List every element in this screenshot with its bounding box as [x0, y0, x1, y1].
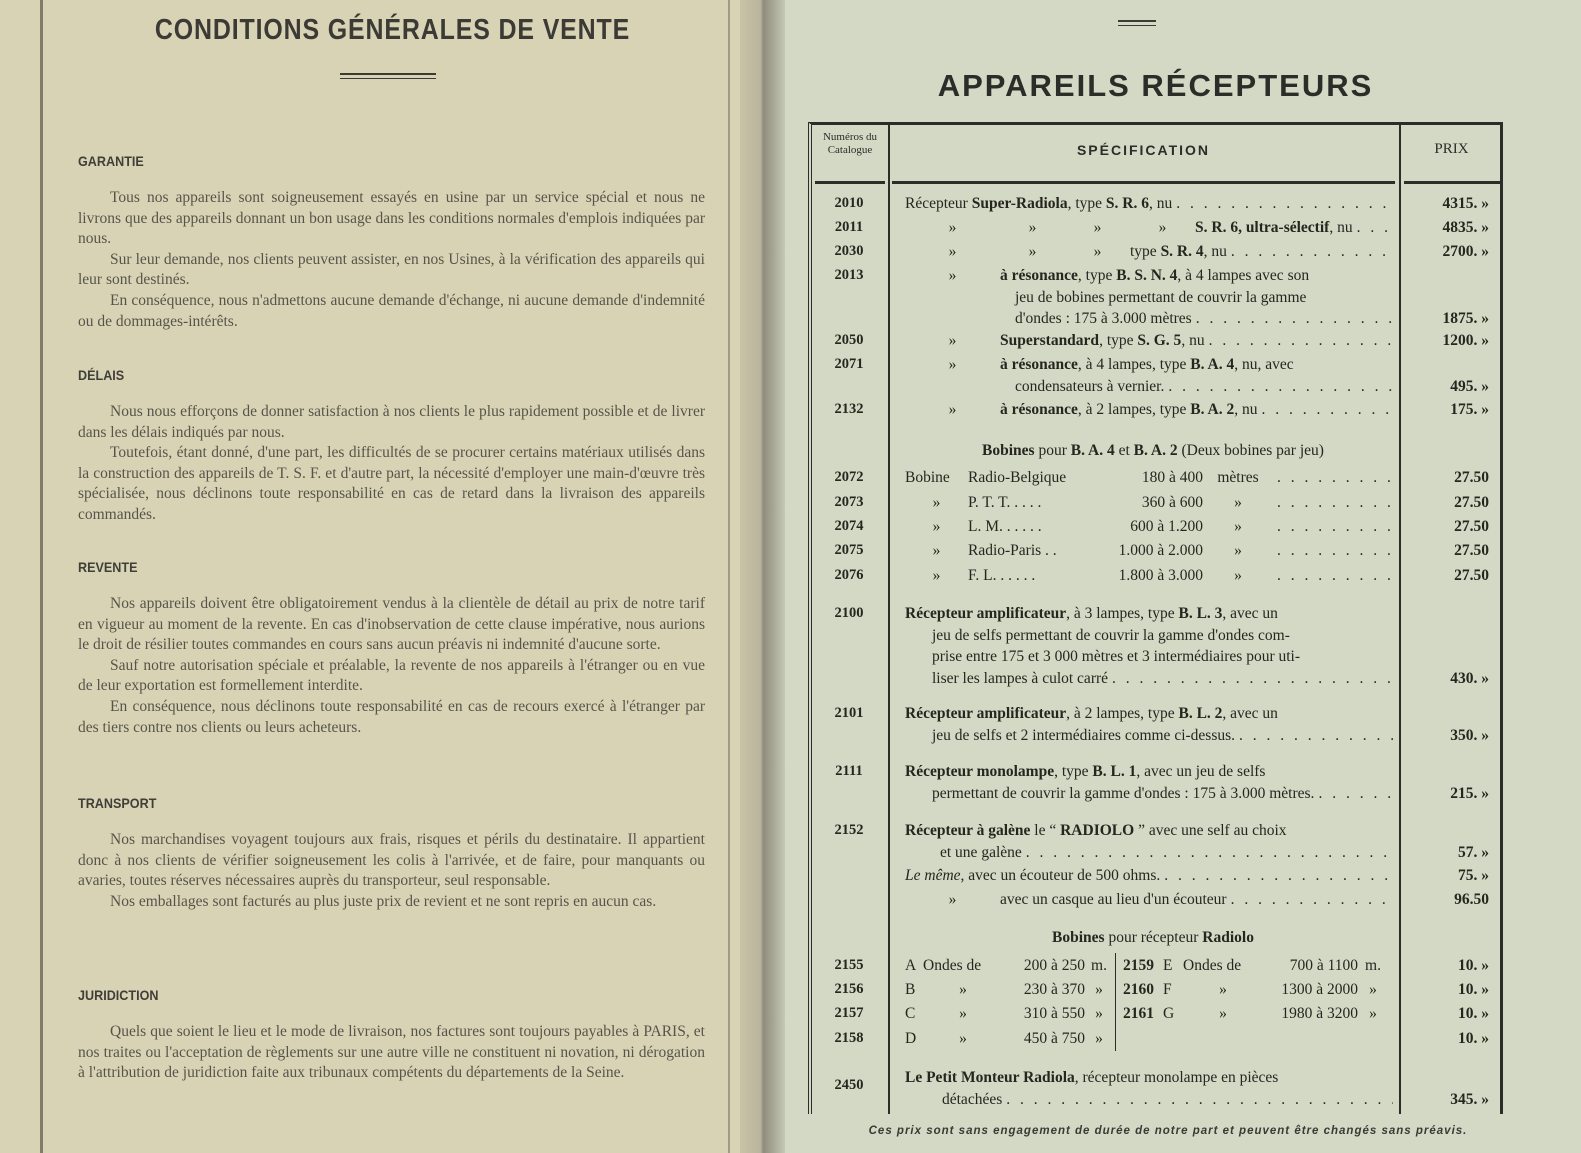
paragraph: Nous nous efforçons de donner satisfaction à nos clients le plus rapidement possible et de livrer dans les délais indiqués par nous. [78, 403, 705, 441]
spec-line [905, 565, 1393, 587]
spec-text: , nu [1203, 243, 1227, 260]
dot-leader [1277, 565, 1393, 587]
spec-text: , récepteur monolampe en pièces [1074, 1069, 1279, 1086]
coil-range: 1300 à 2000 [1281, 981, 1358, 998]
dot-leader [1196, 308, 1393, 330]
spec-text: condensateurs à vernier. [1015, 377, 1165, 395]
catalogue-number: 2013 [834, 267, 864, 283]
coil-range: 700 à 1100 [1289, 957, 1358, 974]
catalogue-number: 2073 [834, 494, 864, 510]
coil-mid: » [959, 981, 967, 998]
catalogue-number: 2101 [834, 705, 864, 721]
catalogue-number: 2071 [834, 356, 864, 372]
ditto-mark: » [1093, 219, 1102, 236]
spec-text: , nu [1181, 332, 1205, 349]
spec-text: , nu [1329, 219, 1353, 236]
coil-unit: » [1234, 567, 1242, 584]
catalogue-number: 2030 [834, 243, 864, 259]
catalogue-number: 2050 [834, 332, 864, 348]
coil-prefix: » [932, 567, 941, 584]
header-rule [1404, 181, 1500, 184]
spec-line [905, 540, 1393, 562]
coil-mid: » [1219, 981, 1227, 998]
spec-text: d'ondes : 175 à 3.000 mètres [1015, 310, 1192, 327]
spec-text: , nu [1148, 195, 1173, 212]
price: 10. » [1458, 957, 1489, 974]
column-header-price: PRIX [1434, 141, 1469, 157]
paragraph: Nos appareils doivent être obligatoirement vendus à la clientèle de détail au prix de notre tarif en vigueur au moment de la revente. En cas d'inobservation de cette clause impérative, nous aurions le droit de résilier toutes commandes en cours sans aucun préavis ni indemnité d'aucune sorte. [78, 595, 705, 654]
price: 10. » [1458, 981, 1489, 998]
paragraph: Quels que soient le lieu et le mode de livraison, nos factures sont toujours payables à PARIS, et nos traites ou l'acceptation de règlements sur une autre ville ne constituent ni novation, ni dérogation à l'attribution de juridiction faite aux tribunaux compétents du départements de la Seine. [78, 1023, 705, 1082]
column-header-number: Numéros du Catalogue [822, 131, 878, 156]
coil-unit: » [1369, 981, 1377, 998]
coil-unit: » [1369, 1005, 1377, 1022]
spec-line [905, 1089, 1393, 1111]
spec-text: S. G. 5 [1137, 332, 1182, 349]
coil-mid: » [959, 1030, 967, 1047]
column-separator [1115, 953, 1116, 978]
price-footnote: Ces prix sont sans engagement de durée de notre part et peuvent être changés sans préavis. [868, 1125, 1468, 1137]
price: 1200. » [1442, 332, 1489, 349]
catalogue-number: 2158 [834, 1030, 864, 1046]
section-heading: GARANTIE [78, 153, 144, 169]
spec-text: B. A. 2 [1190, 401, 1235, 418]
dot-leader [1357, 217, 1393, 239]
dot-leader [1168, 376, 1393, 398]
coil-range: 200 à 250 [1023, 957, 1085, 974]
coil-letter: C [905, 1005, 916, 1022]
price: 10. » [1458, 1005, 1489, 1022]
spec-text: à résonance [1000, 356, 1078, 373]
coil-name: Radio-Belgique [968, 469, 1067, 486]
spec-text: jeu de selfs et 2 intermédiaires comme ci-dessus. [932, 726, 1236, 744]
specification [905, 820, 1393, 863]
paragraph: Sur leur demande, nos clients peuvent assister, en nos Usines, à la vérification des appareils qui leur sont destinés. [78, 250, 705, 289]
section-heading: REVENTE [78, 559, 138, 575]
catalogue-number: 2160 [1123, 981, 1154, 998]
page-border [40, 0, 43, 1153]
catalogue-number: 2156 [834, 981, 864, 997]
spec-text: ” avec une self au choix [1134, 822, 1287, 839]
catalogue-number: 2132 [834, 401, 864, 417]
ditto-mark: » [948, 356, 957, 373]
spec-line [905, 955, 1393, 977]
spec-text: , avec un écouteur de 500 ohms. [960, 867, 1161, 884]
header-rule [892, 181, 1395, 184]
spec-text: liser les lampes à culot carré [932, 669, 1109, 687]
spec-line [905, 308, 1393, 330]
coil-mid: » [959, 1005, 967, 1022]
spec-text: , type [1099, 332, 1138, 349]
catalogue-number: 2100 [834, 605, 864, 621]
coil-unit: » [1234, 518, 1242, 535]
top-rule [1118, 20, 1156, 26]
coil-mid: Ondes de [1183, 957, 1242, 974]
spec-text: B. S. N. 4 [1116, 267, 1178, 284]
coil-letter: G [1163, 1005, 1175, 1022]
spec-line [905, 516, 1393, 538]
spec-text: B. A. 4 [1190, 356, 1235, 373]
specification [905, 761, 1393, 804]
ditto-mark: » [948, 401, 957, 418]
spec-line [905, 1067, 1393, 1089]
price: 27.50 [1454, 567, 1489, 584]
price: 345. » [1450, 1090, 1489, 1108]
specification [905, 217, 1393, 239]
spec-line [905, 1003, 1393, 1025]
spec-line [905, 399, 1393, 421]
coil-letter: E [1163, 957, 1173, 974]
ditto-mark: » [1158, 219, 1167, 236]
price: 27.50 [1454, 469, 1489, 486]
spec-line [905, 287, 1393, 309]
price: 75. » [1458, 867, 1489, 884]
spec-text: (Deux bobines par jeu) [1177, 442, 1324, 459]
spec-text: permettant de couvrir la gamme d'ondes : 175 à 3.000 mètres. [932, 784, 1315, 802]
specification [905, 516, 1393, 538]
specification [905, 330, 1393, 352]
dot-leader [1209, 330, 1393, 352]
spec-text: prise entre 175 et 3 000 mètres et 3 intermédiaires pour uti- [932, 648, 1301, 665]
ditto-mark: » [948, 219, 957, 236]
coil-unit: » [1234, 494, 1242, 511]
receivers-title: APPAREILS RÉCEPTEURS [937, 68, 1374, 103]
spec-text: B. A. 4 [1070, 442, 1115, 459]
spec-line [905, 865, 1393, 887]
spec-line [905, 1028, 1393, 1050]
spec-text: S. R. 6, ultra-sélectif [1195, 219, 1330, 236]
price: 175. » [1450, 401, 1489, 418]
spec-text: Le Petit Monteur Radiola [905, 1069, 1075, 1086]
paragraph: En conséquence, nous n'admettons aucune demande d'échange, ni aucune demande d'indemnité ou de dommages-intérêts. [78, 291, 705, 330]
dot-leader [1026, 842, 1393, 864]
specification [905, 467, 1393, 489]
dot-leader [1277, 516, 1393, 538]
spec-text: B. L. 2 [1178, 705, 1223, 722]
spec-line [905, 761, 1393, 783]
spec-line [905, 492, 1393, 514]
spec-text: Récepteur monolampe [905, 763, 1055, 780]
spec-text: jeu de selfs permettant de couvrir la gamme d'ondes com- [932, 626, 1290, 644]
dot-leader [1318, 783, 1393, 805]
spec-text: le “ [1030, 822, 1061, 839]
paragraph: Toutefois, étant donné, d'une part, les difficultés de se procurer certains matériaux utilisés dans la construction des appareils de T. S. F. et d'autre part, la nécessité d'employer une main-d'œuvre très spécialisée, nous déclinons toute responsabilité en cas de retard dans la livraison des appareils commandés. [78, 444, 705, 523]
spec-line [905, 842, 1393, 864]
spec-text: B. L. 1 [1092, 763, 1137, 780]
price: 57. » [1458, 843, 1489, 861]
catalogue-number: 2075 [834, 542, 864, 558]
coil-prefix: » [932, 542, 941, 559]
spec-text: Bobines [982, 442, 1035, 459]
spec-line [905, 354, 1393, 376]
section-délais [78, 366, 705, 526]
spec-text: , nu [1234, 401, 1258, 418]
coil-prefix: Bobine [905, 469, 950, 486]
spec-text: Le même [905, 867, 961, 884]
coil-name: Radio-Paris . . [968, 542, 1057, 559]
spec-text: S. R. 4 [1160, 243, 1204, 260]
column-separator [1115, 1026, 1116, 1051]
conditions-title: CONDITIONS GÉNÉRALES DE VENTE [154, 14, 631, 46]
spec-text: , type [1067, 195, 1106, 212]
section-heading: DÉLAIS [78, 367, 125, 383]
paragraph: Tous nos appareils sont soigneusement essayés en usine par un service spécial et nous ne livrons que des appareils donnant un bon usage dans les conditions normales d'emplois indiquées par nous. [78, 189, 705, 248]
specification [905, 865, 1393, 887]
spec-text: jeu de bobines permettant de couvrir la gamme [1015, 288, 1307, 306]
specification [905, 979, 1393, 1001]
price: 215. » [1450, 784, 1489, 802]
specification [898, 927, 1408, 949]
coil-range: 230 à 370 [1023, 981, 1085, 998]
ditto-mark: » [1028, 243, 1037, 260]
spec-line [905, 783, 1393, 805]
specification [905, 354, 1393, 397]
catalogue-number: 2074 [834, 518, 864, 534]
spec-text: et une galène [940, 843, 1022, 861]
spec-line [905, 703, 1393, 725]
specification [905, 603, 1393, 689]
spec-text: , à 4 lampes avec son [1177, 267, 1310, 284]
spec-text: à résonance [1000, 401, 1078, 418]
specification [905, 889, 1393, 911]
dot-leader [1176, 193, 1393, 215]
ditto-mark: » [948, 243, 957, 260]
catalogue-number: 2161 [1123, 1005, 1154, 1022]
catalogue-number: 2155 [834, 957, 864, 973]
column-header-specification: SPÉCIFICATION [1076, 142, 1211, 158]
coil-range: 180 à 400 [1141, 469, 1203, 486]
spec-text: Récepteur [905, 195, 972, 212]
price: 4315. » [1442, 195, 1489, 212]
spec-text: B. A. 2 [1133, 442, 1178, 459]
ditto-mark: » [948, 332, 957, 349]
specification [905, 703, 1393, 746]
spec-line [905, 625, 1393, 647]
price: 350. » [1450, 726, 1489, 744]
spec-line [905, 603, 1393, 625]
spec-line [905, 979, 1393, 1001]
dot-leader [1006, 1089, 1393, 1111]
coil-name: F. L. . . . . . [968, 567, 1036, 584]
ditto-mark: » [1093, 243, 1102, 260]
dot-leader [1231, 241, 1393, 263]
price: 430. » [1450, 669, 1489, 687]
coil-unit: » [1095, 1030, 1103, 1047]
price: 2700. » [1442, 243, 1489, 260]
coil-unit: m. [1091, 957, 1107, 974]
spec-line [905, 376, 1393, 398]
catalogue-number: 2011 [834, 219, 864, 235]
spec-text: Super-Radiola [971, 195, 1068, 212]
coil-unit: » [1234, 542, 1242, 559]
spec-text: Récepteur à galène [905, 822, 1031, 839]
spec-line [905, 820, 1393, 842]
coil-letter: A [905, 957, 917, 974]
spec-text: , avec un jeu de selfs [1136, 763, 1266, 780]
spec-text: Radiolo [1202, 929, 1254, 946]
coil-range: 310 à 550 [1023, 1005, 1085, 1022]
title-rule [340, 73, 436, 79]
spec-text: , à 4 lampes, type [1077, 356, 1191, 373]
specification [905, 241, 1393, 263]
page-border [728, 0, 730, 1153]
price: 10. » [1458, 1030, 1489, 1047]
coil-unit: » [1095, 981, 1103, 998]
book-gutter [740, 0, 785, 1153]
price: 4835. » [1442, 219, 1489, 236]
coil-range: 1.000 à 2.000 [1118, 542, 1203, 559]
coil-range: 1.800 à 3.000 [1118, 567, 1203, 584]
dot-leader [1277, 540, 1393, 562]
column-separator [1115, 977, 1116, 1002]
spec-text: S. R. 6 [1105, 195, 1149, 212]
spec-text: à résonance [1000, 267, 1078, 284]
ditto-mark: » [1028, 219, 1037, 236]
spec-text: , avec un [1222, 705, 1278, 722]
section-garantie [78, 152, 705, 332]
spec-text: , à 2 lampes, type [1066, 705, 1179, 722]
spec-text: , nu, avec [1234, 356, 1294, 373]
coil-unit: » [1095, 1005, 1103, 1022]
ditto-mark: » [948, 891, 957, 908]
spec-line [905, 668, 1393, 690]
specification [905, 399, 1393, 421]
section-revente [78, 558, 705, 738]
dot-leader [1261, 399, 1393, 421]
coil-prefix: » [932, 518, 941, 535]
dot-leader [1277, 492, 1393, 514]
coil-name: P. T. T. . . . . [968, 494, 1042, 511]
column-separator [1115, 1001, 1116, 1026]
spec-text: , avec un [1222, 605, 1278, 622]
spec-line [905, 646, 1393, 668]
spec-text: Récepteur amplificateur [905, 705, 1067, 722]
spec-text: , à 2 lampes, type [1077, 401, 1191, 418]
price: 27.50 [1454, 494, 1489, 511]
spec-text: , à 3 lampes, type [1066, 605, 1179, 622]
price: 27.50 [1454, 518, 1489, 535]
catalogue-number: 2072 [834, 469, 864, 485]
catalogue-number: 2152 [834, 822, 864, 838]
spec-line [905, 330, 1393, 352]
spec-line [905, 265, 1393, 287]
price: 27.50 [1454, 542, 1489, 559]
specification [905, 265, 1393, 330]
spec-line [905, 467, 1393, 489]
specification [905, 1028, 1393, 1050]
spec-text: pour récepteur [1104, 929, 1203, 946]
dot-leader [1239, 725, 1393, 747]
catalogue-number: 2010 [834, 195, 864, 211]
specification [905, 193, 1393, 215]
header-rule [815, 181, 885, 184]
section-heading: JURIDICTION [78, 987, 159, 1003]
coil-letter: D [905, 1030, 917, 1047]
paragraph: Sauf notre autorisation spéciale et préalable, la revente de nos appareils à l'étranger ou en vue de leur exportation est formellement interdite. [78, 656, 705, 695]
spec-text: et [1114, 442, 1134, 459]
catalogue-number: 2157 [834, 1005, 864, 1021]
catalogue-number: 2111 [835, 763, 863, 779]
catalogue-number: 2159 [1123, 957, 1154, 974]
specification [905, 565, 1393, 587]
coil-range: 1980 à 3200 [1281, 1005, 1358, 1022]
paragraph: Nos marchandises voyagent toujours aux frais, risques et périls du destinataire. Il appartient donc à nos clients de vérifier soigneusement les colis à l'arrivée, et de faire, pour manquants ou avaries, toutes réserves nécessaires auprès du transporteur, seul responsable. [78, 831, 705, 890]
specification [905, 540, 1393, 562]
section-heading: TRANSPORT [78, 795, 157, 811]
spec-line [905, 241, 1393, 263]
coil-range: 360 à 600 [1141, 494, 1203, 511]
coil-name: L. M. . . . . . [968, 518, 1042, 535]
price: 96.50 [1454, 891, 1489, 908]
spec-text: type [1130, 243, 1161, 260]
price: 495. » [1450, 377, 1489, 395]
spec-text: Superstandard [1000, 332, 1100, 349]
dot-leader [1164, 865, 1393, 887]
dot-leader [1112, 668, 1393, 690]
spec-text: détachées [942, 1090, 1003, 1108]
specification [898, 440, 1408, 462]
coil-range: 450 à 750 [1023, 1030, 1085, 1047]
coil-unit: mètres [1217, 469, 1259, 486]
specification [905, 1067, 1393, 1110]
spec-text: , type [1054, 763, 1093, 780]
spec-text: RADIOLO [1060, 822, 1135, 839]
specification [905, 955, 1393, 977]
section-transport [78, 794, 705, 912]
coil-unit: m. [1365, 957, 1381, 974]
spec-line [905, 217, 1393, 239]
coil-mid: » [1219, 1005, 1227, 1022]
specification [905, 492, 1393, 514]
ditto-mark: » [948, 267, 957, 284]
price: 1875. » [1442, 310, 1489, 327]
specification [905, 1003, 1393, 1025]
spec-text: B. L. 3 [1178, 605, 1223, 622]
spec-text: , type [1077, 267, 1117, 284]
spec-line [905, 725, 1393, 747]
coil-letter: B [905, 981, 916, 998]
coil-mid: Ondes de [923, 957, 982, 974]
paragraph: Nos emballages sont facturés au plus juste prix de revient et ne sont repris en aucun cas. [110, 892, 657, 910]
coil-range: 600 à 1.200 [1130, 518, 1203, 535]
spec-line [905, 193, 1393, 215]
spec-text: Récepteur amplificateur [905, 605, 1067, 622]
coil-prefix: » [932, 494, 941, 511]
catalogue-number: 2076 [834, 567, 864, 583]
dot-leader [1231, 889, 1393, 911]
coil-letter: F [1163, 981, 1172, 998]
dot-leader [1277, 467, 1393, 489]
section-juridiction [78, 986, 705, 1084]
paragraph: En conséquence, nous déclinons toute responsabilité en cas de recours exercé à l'étranger par des tiers contre nos clients ou leurs acheteurs. [78, 697, 705, 736]
spec-line [905, 889, 1393, 911]
spec-text: Bobines [1052, 929, 1105, 946]
spec-text: pour [1034, 442, 1071, 459]
spec-text: avec un casque au lieu d'un écouteur [1000, 891, 1227, 908]
catalogue-number: 2450 [834, 1077, 864, 1093]
